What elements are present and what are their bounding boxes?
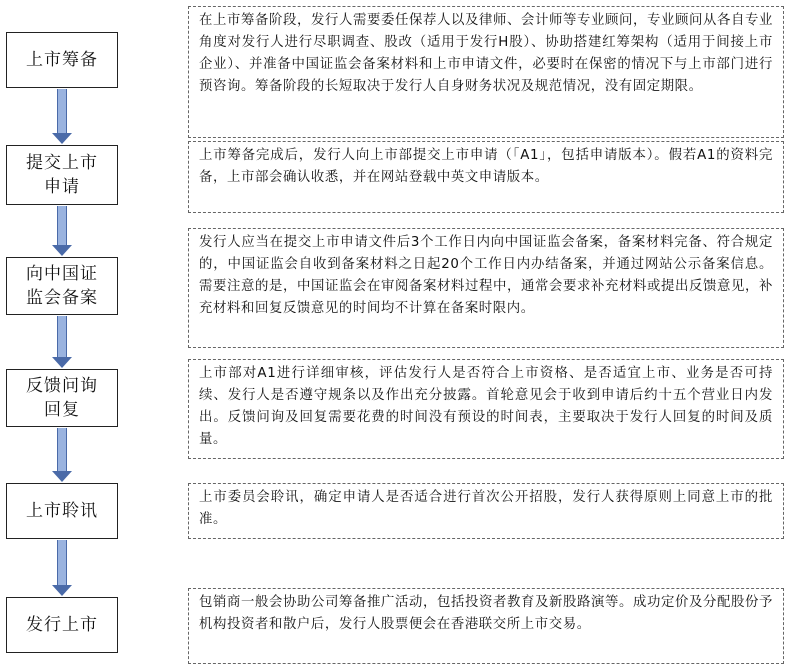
step-description-submit-application bbox=[188, 141, 784, 213]
step-label: 向中国证监会备案 bbox=[26, 264, 98, 308]
step-description-csrc-filing bbox=[188, 228, 784, 348]
step-label: 反馈问询回复 bbox=[26, 376, 98, 420]
step-box-listing-preparation bbox=[6, 32, 118, 88]
step-description-listing-preparation bbox=[188, 6, 784, 138]
step-label: 上市筹备 bbox=[26, 50, 98, 70]
description-text: 包销商一般会协助公司筹备推广活动，包括投资者教育及新股路演等。成功定价及分配股份予机构投资者和散户后，发行人股票便会在香港联交所上市交易。 bbox=[199, 595, 773, 632]
step-box-submit-application bbox=[6, 145, 118, 205]
step-label: 提交上市申请 bbox=[26, 153, 98, 197]
step-box-listing-hearing bbox=[6, 483, 118, 539]
step-box-feedback-response bbox=[6, 369, 118, 427]
step-label: 上市聆讯 bbox=[26, 501, 98, 521]
flow-arrow bbox=[52, 89, 72, 144]
description-text: 发行人应当在提交上市申请文件后3个工作日内向中国证监会备案，备案材料完备、符合规定的，中国证监会自收到备案材料之日起20个工作日内办结备案，并通过网站公示备案信息。需要注意的是，中国证监会在审阅备案材料过程中，通常会要求补充材料或提出反馈意见，补充材料和回复反馈意见的时间均不计算在备案时限内。 bbox=[199, 235, 773, 316]
flow-arrow bbox=[52, 540, 72, 596]
description-text: 上市部对A1进行详细审核，评估发行人是否符合上市资格、是否适宜上市、业务是否可持续、发行人是否遵守规条以及作出充分披露。首轮意见会于收到申请后约十五个营业日内发出。反馈问询及回复需要花费的时间没有预设的时间表，主要取决于发行人回复的时间及质量。 bbox=[199, 366, 773, 447]
flow-arrow bbox=[52, 206, 72, 256]
description-text: 在上市筹备阶段，发行人需要委任保荐人以及律师、会计师等专业顾问，专业顾问从各自专业角度对发行人进行尽职调查、股改（适用于发行H股）、协助搭建红筹架构（适用于间接上市企业）、并准备中国证监会备案材料和上市申请文件，必要时在保密的情况下与上市部门进行预咨询。筹备阶段的长短取决于发行人自身财务状况及规范情况，没有固定期限。 bbox=[199, 13, 773, 94]
description-text: 上市筹备完成后，发行人向上市部提交上市申请（「A1」，包括申请版本）。假若A1的资料完备，上市部会确认收悉，并在网站登载中英文申请版本。 bbox=[199, 148, 773, 185]
flow-arrow bbox=[52, 428, 72, 482]
step-description-listing-hearing bbox=[188, 483, 784, 539]
step-description-ipo-listing bbox=[188, 588, 784, 664]
step-box-csrc-filing bbox=[6, 257, 118, 315]
flow-arrow bbox=[52, 316, 72, 368]
description-text: 上市委员会聆讯，确定申请人是否适合进行首次公开招股，发行人获得原则上同意上市的批准。 bbox=[199, 490, 773, 527]
step-description-feedback-response bbox=[188, 359, 784, 459]
step-label: 发行上市 bbox=[26, 615, 98, 635]
step-box-ipo-listing bbox=[6, 597, 118, 653]
